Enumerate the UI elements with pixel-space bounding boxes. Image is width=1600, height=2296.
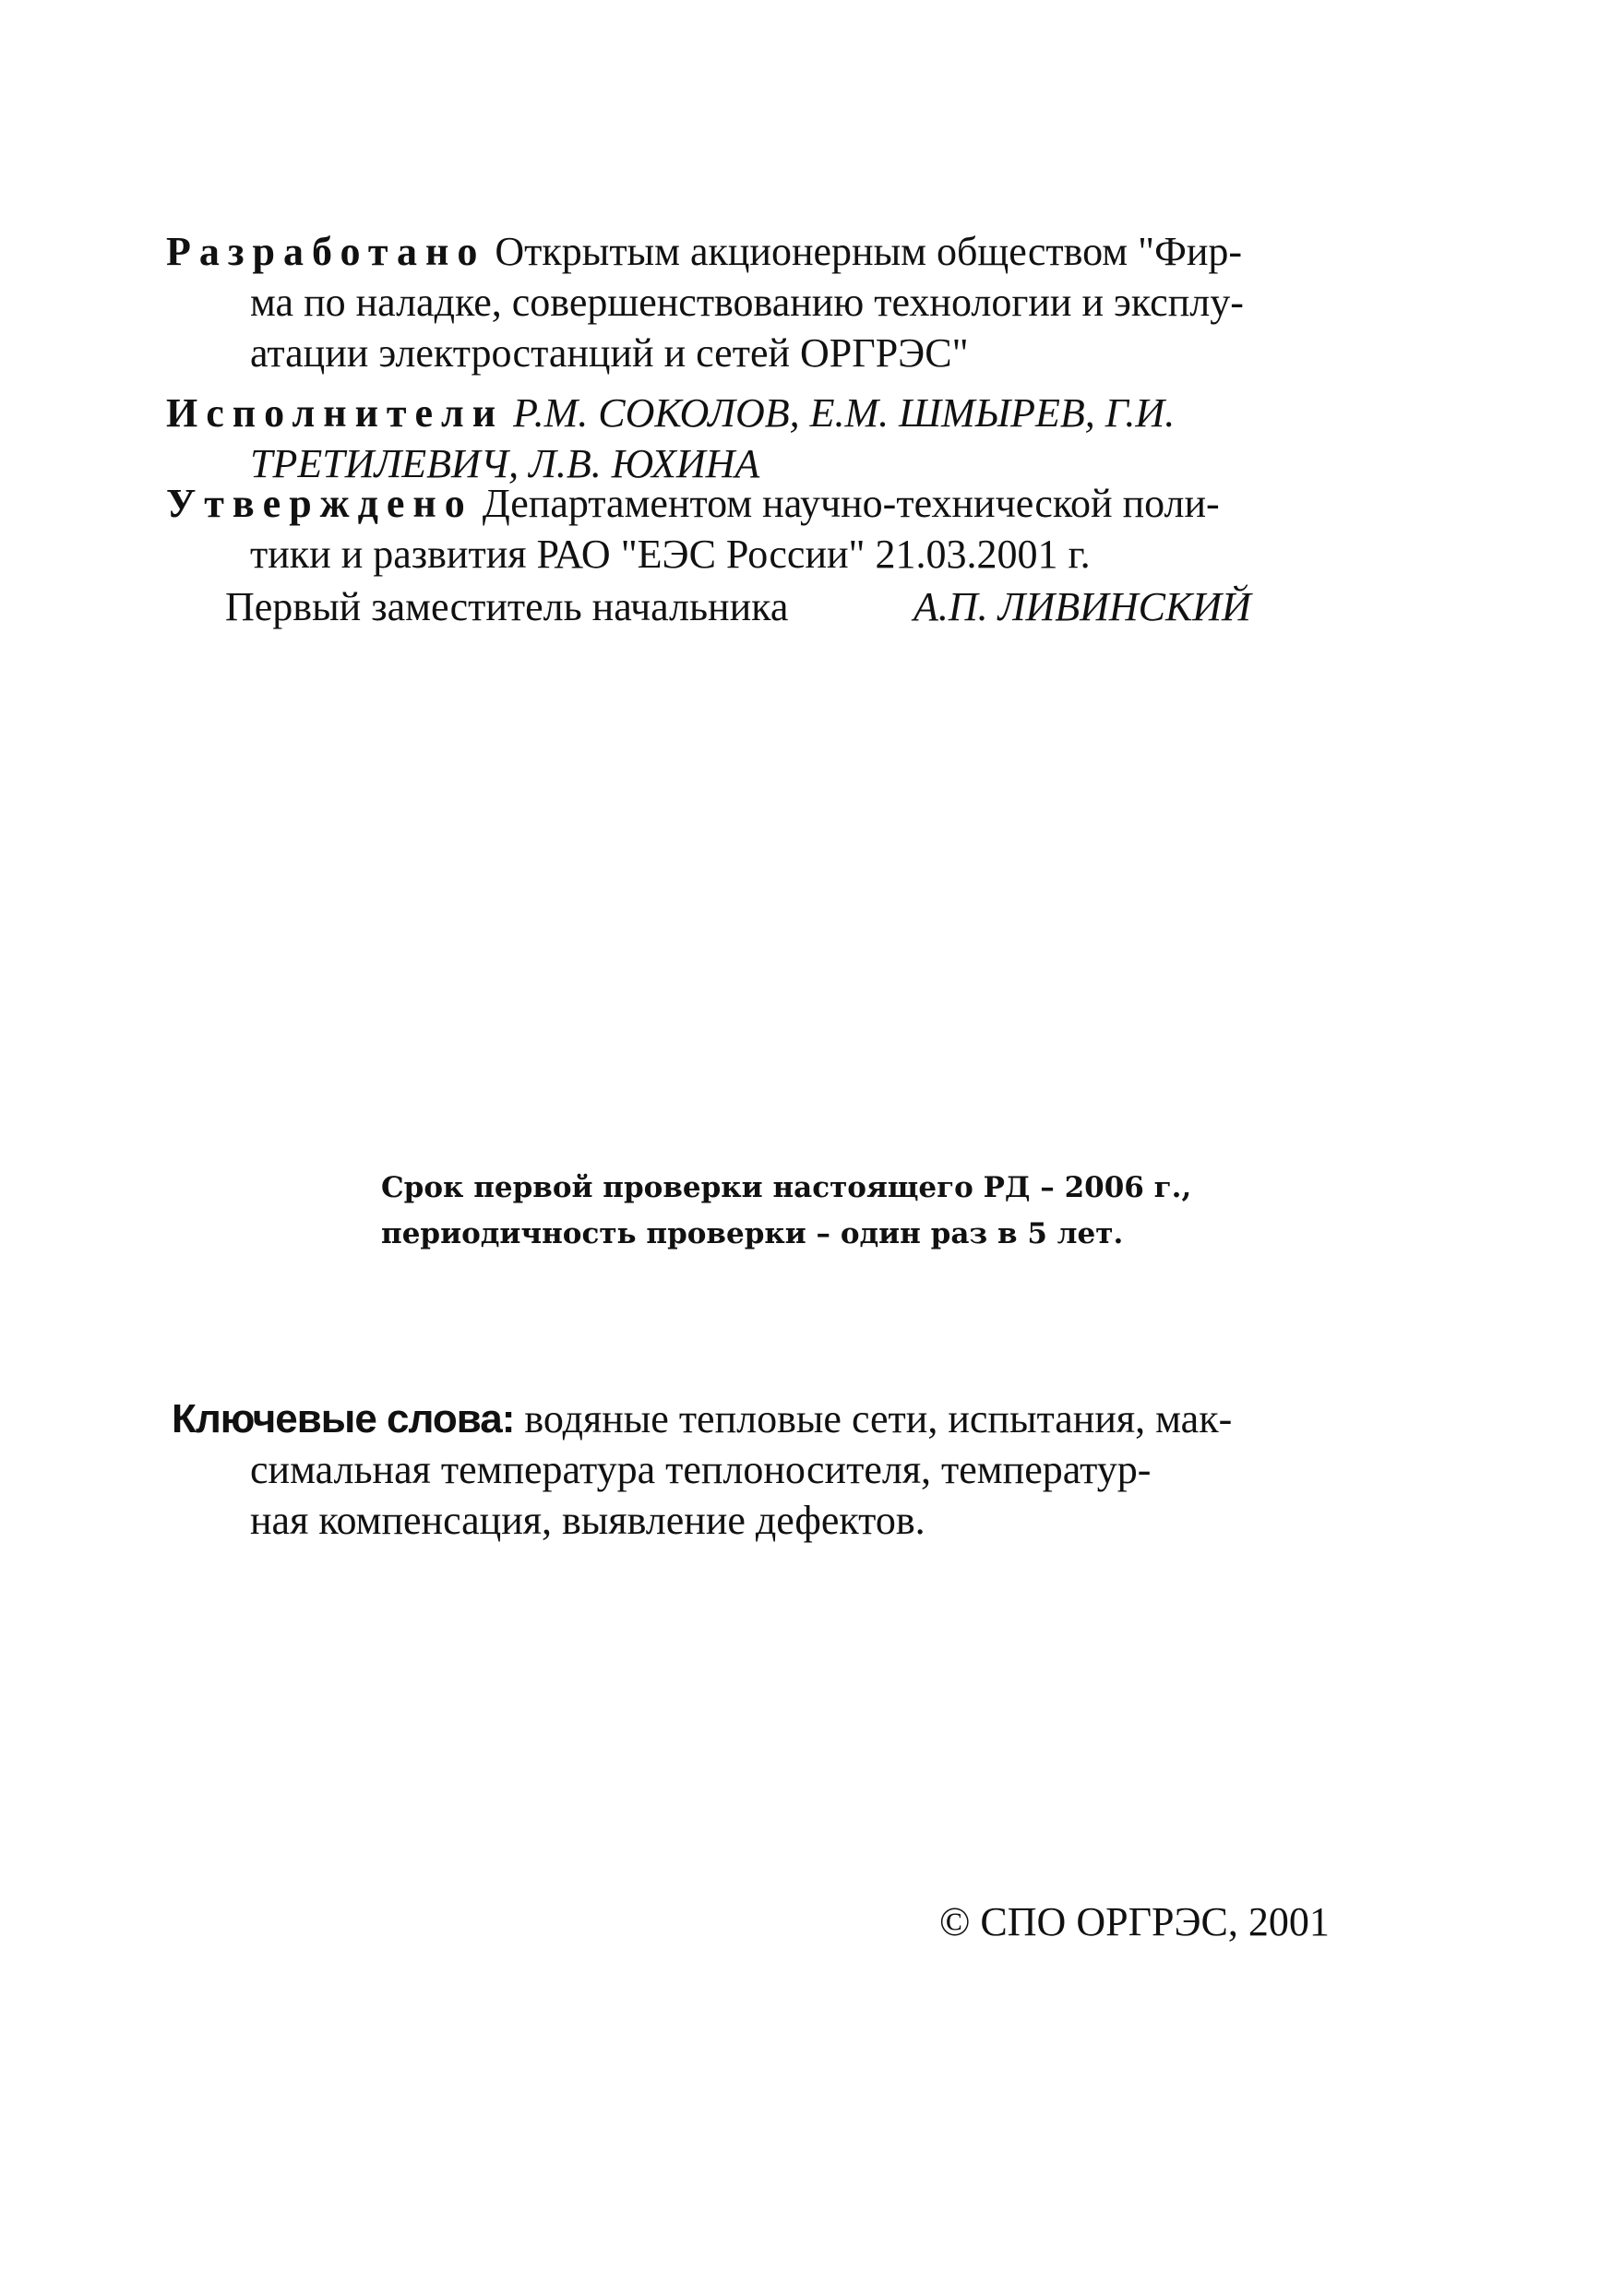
approved-line-1 [166, 478, 1356, 529]
keywords-block [166, 1393, 1356, 1546]
review-note [381, 1165, 1304, 1257]
executors-line-1 [166, 388, 1356, 438]
copyright: © СПО ОРГРЭС, 2001 [939, 1899, 1330, 1944]
developed-text-2: ма по наладке, совершенствованию технологии и эксплу- [250, 280, 1244, 325]
keywords-text-3: ная компенсация, выявление дефектов. [250, 1498, 925, 1543]
developed-label: Разработано [166, 229, 486, 274]
developed-text-3: атации электростанций и сетей ОРГРЭС" [250, 330, 969, 376]
approved-text-1: Департаментом научно-технической поли- [482, 481, 1220, 526]
executors-label: Исполнители [166, 390, 505, 436]
keywords-label: Ключевые слова: [172, 1396, 515, 1441]
approved-text-2: тики и развития РАО "ЕЭС России" 21.03.2001 г. [250, 532, 1091, 577]
developed-text-1: Открытым акционерным обществом "Фир- [495, 229, 1243, 274]
review-line-1: Срок первой проверки настоящего РД – 2006 г., [381, 1171, 1192, 1204]
approved-block [166, 478, 1356, 580]
signer-block [166, 581, 1356, 632]
developed-block [166, 226, 1356, 378]
review-line-2: периодичность проверки – один раз в 5 лет. [381, 1217, 1124, 1250]
keywords-text-1: водяные тепловые сети, испытания, мак- [524, 1396, 1233, 1441]
keywords-text-2: симальная температура теплоносителя, температур- [250, 1447, 1152, 1492]
developed-line-1 [166, 226, 1356, 277]
executors-block [166, 388, 1356, 489]
executors-text-2: ТРЕТИЛЕВИЧ, Л.В. ЮХИНА [250, 441, 760, 486]
signer-position: Первый заместитель начальника [225, 584, 789, 629]
executors-text-1: Р.М. СОКОЛОВ, Е.М. ШМЫРЕВ, Г.И. [513, 390, 1176, 436]
keywords-line-1 [172, 1393, 1356, 1444]
signer-name: А.П. ЛИВИНСКИЙ [913, 584, 1251, 629]
approved-label: Утверждено [166, 481, 473, 526]
